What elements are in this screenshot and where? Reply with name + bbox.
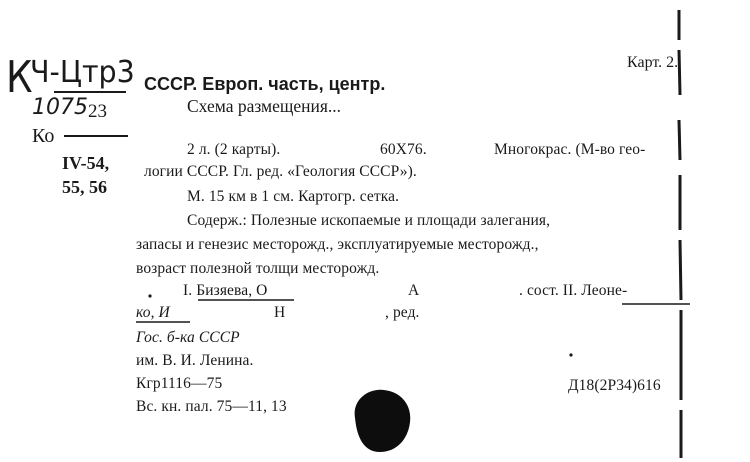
contents-line-1: Содерж.: Полезные ископаемые и площади залегания, (187, 212, 551, 229)
scale-line: М. 15 км в 1 см. Картогр. сетка. (187, 188, 400, 205)
record-number: Кгр1116—75 (136, 375, 223, 392)
extent-sheets: 2 л. (2 карты). (187, 141, 281, 158)
card-subtitle: Схема размещения... (187, 96, 342, 116)
registry-number: Д18(2Р34)616 (568, 377, 661, 394)
stray-dot-2 (569, 353, 572, 356)
extent-colour: Многокрас. (М-во гео- (494, 141, 646, 158)
ink-blot (355, 390, 411, 452)
authors-line-1-a: I. Бизяева, О (183, 282, 268, 299)
sheet-numbers-line-2: 55, 56 (62, 177, 107, 197)
card-type-label: Карт. 2. (627, 54, 679, 71)
card-title: СССР. Европ. часть, центр. (144, 74, 386, 94)
handwritten-call-code: Ч-Цтр3 (30, 55, 135, 90)
book-chamber-number: Вс. кн. пал. 75—11, 13 (136, 398, 287, 415)
right-margin-rule (679, 10, 681, 458)
contents-line-2: запасы и генезис месторожд., эксплуатируемые месторожд., (136, 236, 539, 253)
authors-line-2-c: , ред. (385, 304, 420, 321)
authors-line-1-b: А (408, 282, 420, 299)
sheet-numbers-line-1: IV-54, (62, 153, 110, 173)
extent-size: 60Х76. (380, 141, 427, 158)
authors-line-2-a: ко, И (136, 304, 170, 321)
printed-number-suffix: 23 (88, 101, 107, 122)
library-line-2: им. В. И. Ленина. (136, 352, 254, 369)
handwritten-inventory-number: 1075 (32, 95, 88, 120)
extent-publisher-line: логии СССР. Гл. ред. «Геология СССР»). (144, 163, 417, 180)
stray-dot-1 (148, 294, 151, 297)
library-line-1: Гос. б-ка СССР (136, 329, 240, 346)
contents-line-3: возраст полезной толщи месторожд. (136, 260, 380, 277)
authors-line-1-c: . сост. II. Леоне- (519, 282, 628, 299)
printed-ko-label: Ко (32, 125, 55, 147)
handwritten-shelf-letter: К (6, 52, 33, 103)
authors-line-2-b: Н (274, 304, 286, 321)
